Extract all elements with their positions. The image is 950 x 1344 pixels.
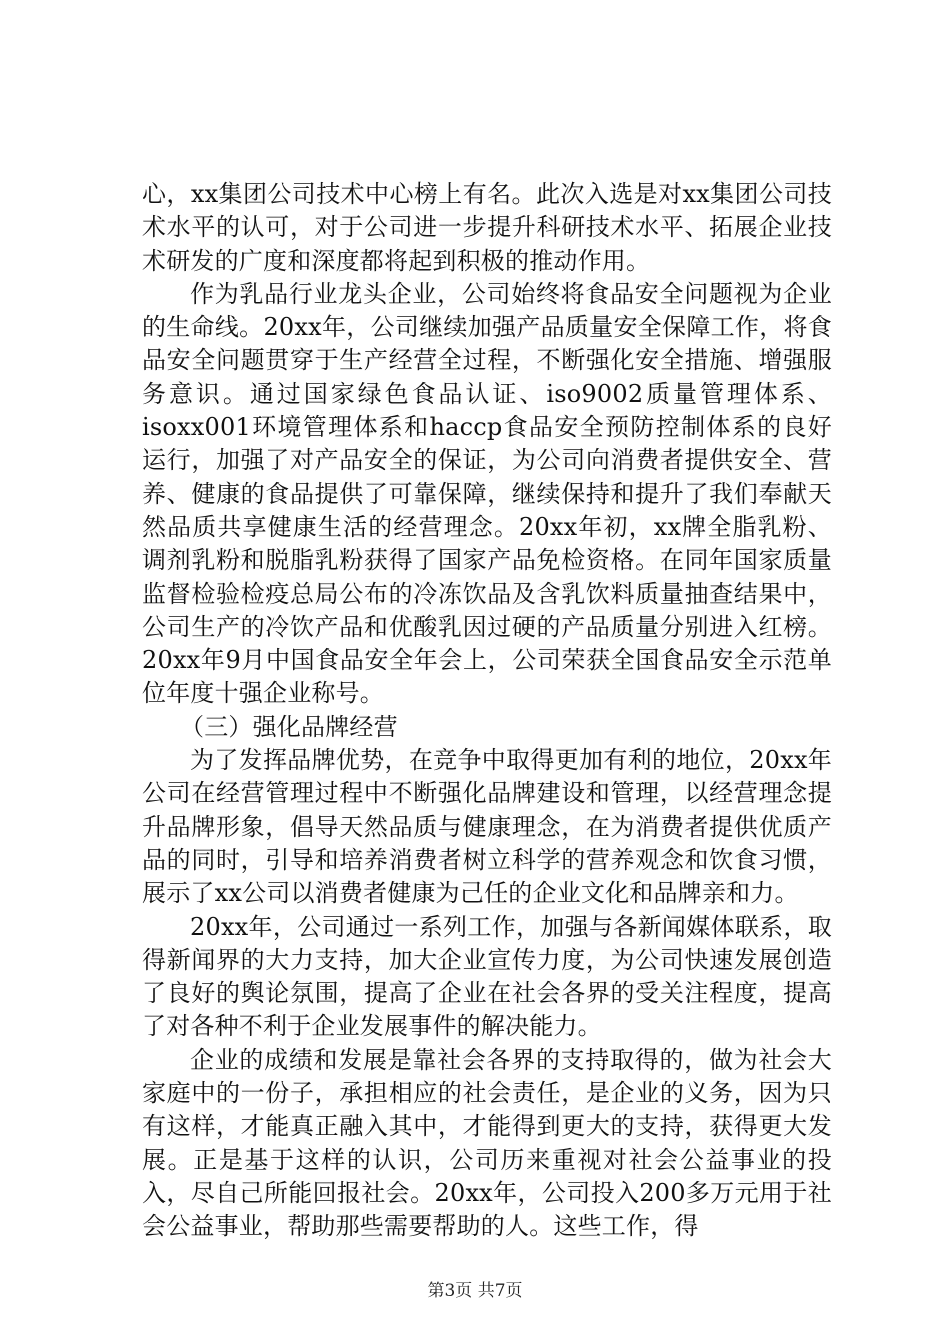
paragraph-continuation: 心，xx集团公司技术中心榜上有名。此次入选是对xx集团公司技术水平的认可，对于公司进一步提升科研技术水平、拓展企业技术研发的广度和深度都将起到积极的推动作用。 — [142, 180, 832, 275]
paragraph-media-relations: 20xx年，公司通过一系列工作，加强与各新闻媒体联系，取得新闻界的大力支持，加大企业宣传力度，为公司快速发展创造了良好的舆论氛围，提高了企业在社会各界的受关注程度，提高了对各种不利于企业发展事件的解决能力。 — [142, 912, 832, 1041]
paragraph-food-safety: 作为乳品行业龙头企业，公司始终将食品安全问题视为企业的生命线。20xx年，公司继续加强产品质量安全保障工作，将食品安全问题贯穿于生产经营全过程，不断强化安全措施、增强服务意识。通过国家绿色食品认证、iso9002质量管理体系、isoxx001环境管理体系和haccp食品安全预防控制体系的良好运行，加强了对产品安全的保证，为公司向消费者提供安全、营养、健康的食品提供了可靠保障，继续保持和提升了我们奉献天然品质共享健康生活的经营理念。20xx年初，xx牌全脂乳粉、调剂乳粉和脱脂乳粉获得了国家产品免检资格。在同年国家质量监督检验检疫总局公布的冷冻饮品及含乳饮料质量抽查结果中，公司生产的冷饮产品和优酸乳因过硬的产品质量分别进入红榜。20xx年9月中国食品安全年会上，公司荣获全国食品安全示范单位年度十强企业称号。 — [142, 279, 832, 708]
section-heading-brand: （三）强化品牌经营 — [180, 712, 398, 741]
page-number-footer: 第3页 共7页 — [427, 1281, 523, 1301]
paragraph-brand-advantage: 为了发挥品牌优势，在竞争中取得更加有利的地位，20xx年公司在经营管理过程中不断强化品牌建设和管理，以经营理念提升品牌形象，倡导天然品质与健康理念，在为消费者提供优质产品的同时，引导和培养消费者树立科学的营养观念和饮食习惯，展示了xx公司以消费者健康为己任的企业文化和品牌亲和力。 — [142, 746, 832, 908]
document-body — [142, 178, 832, 1244]
paragraph-social-responsibility: 企业的成绩和发展是靠社会各界的支持取得的，做为社会大家庭中的一份子，承担相应的社会责任，是企业的义务，因为只有这样，才能真正融入其中，才能得到更大的支持，获得更大发展。正是基于这样的认识，公司历来重视对社会公益事业的投入，尽自己所能回报社会。20xx年，公司投入200多万元用于社会公益事业，帮助那些需要帮助的人。这些工作，得 — [142, 1045, 832, 1241]
